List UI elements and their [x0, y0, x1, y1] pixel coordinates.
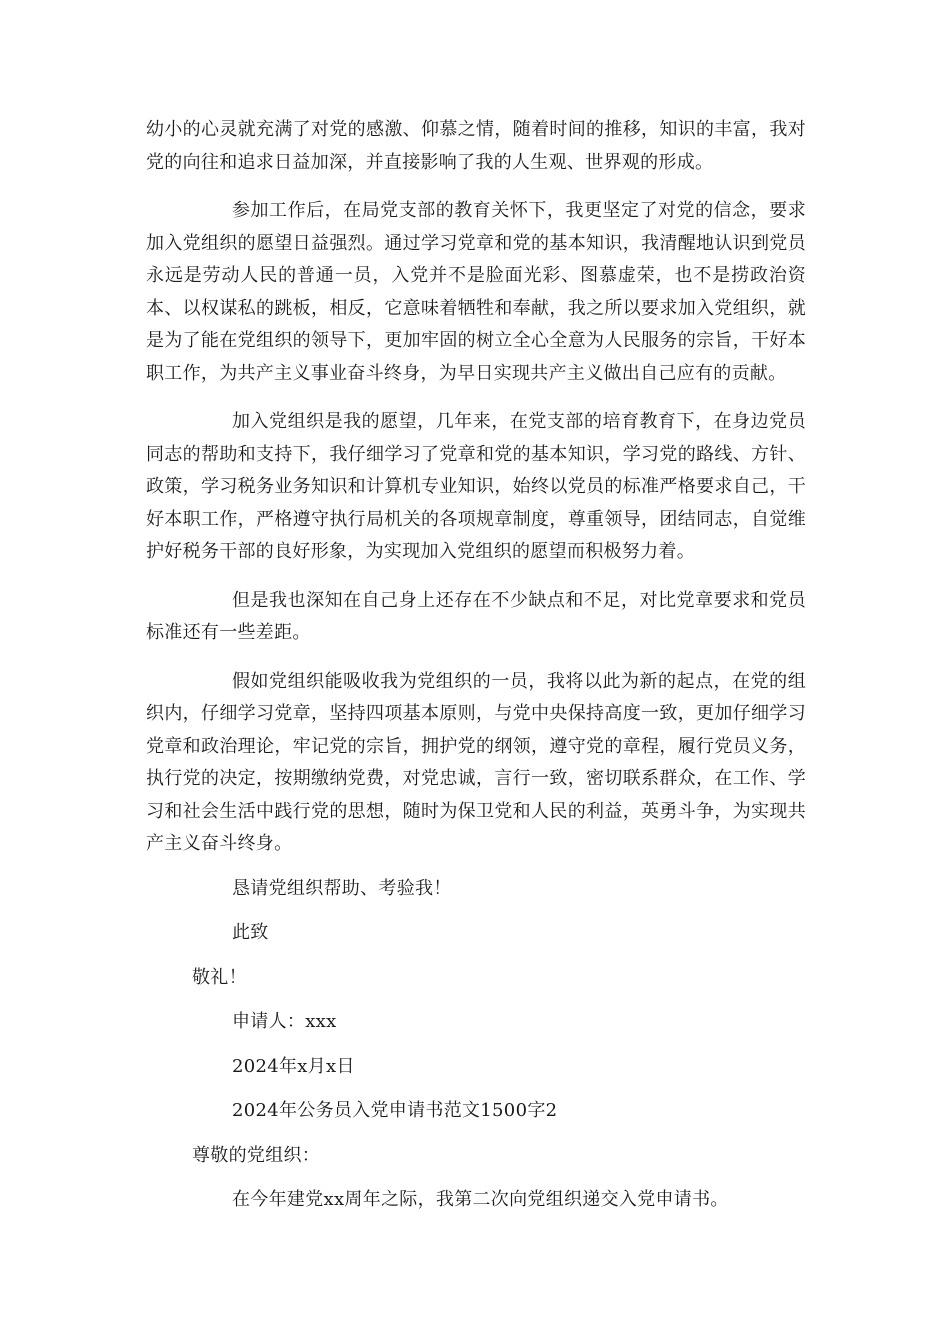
paragraph-4: 但是我也深知在自己身上还存在不少缺点和不足，对比党章要求和党员标准还有一些差距。 [146, 589, 806, 643]
paragraph-2: 参加工作后，在局党支部的教育关怀下，我更坚定了对党的信念，要求加入党组织的愿望日益强烈。通过学习党章和党的基本知识，我清醒地认识到党员永远是劳动人民的普通一员，入党并不是脸面光彩、图慕虚荣，也不是捞政治资本、以权谋私的跳板，相反，它意味着牺牲和奉献，我之所以要求加入党组织，就是为了能在党组织的领导下，更加牢固的树立全心全意为人民服务的宗旨，干好本职工作，为共产主义事业奋斗终身，为早日实现共产主义做出自己应有的贡献。 [146, 200, 806, 384]
document-body [146, 114, 806, 1217]
paragraph-5: 假如党组织能吸收我为党组织的一员，我将以此为新的起点，在党的组织内，仔细学习党章，坚持四项基本原则，与党中央保持高度一致，更加仔细学习党章和政治理论，牢记党的宗旨，拥护党的纲领，遵守党的章程，履行党员义务，执行党的决定，按期缴纳党费，对党忠诚，言行一致，密切联系群众，在工作、学习和社会生活中践行党的思想，随时为保卫党和人民的利益，英勇斗争，为实现共产主义奋斗终身。 [146, 670, 806, 854]
application-date: 2024年x月x日 [232, 1055, 355, 1077]
salute: 敬礼！ [192, 966, 247, 988]
next-first-line: 在今年建党xx周年之际，我第二次向党组织递交入党申请书。 [232, 1189, 729, 1210]
paragraph-3: 加入党组织是我的愿望，几年来，在党支部的培育教育下，在身边党员同志的帮助和支持下，我仔细学习了党章和党的基本知识，学习党的路线、方针、政策，学习税务业务知识和计算机专业知识，始终以党员的标准严格要求自己，干好本职工作，严格遵守执行局机关的各项规章制度，尊重领导，团结同志，自觉维护好税务干部的良好形象，为实现加入党组织的愿望而积极努力着。 [146, 411, 806, 562]
closing-request: 恳请党组织帮助、考验我！ [232, 877, 452, 899]
next-document-title: 2024年公务员入党申请书范文1500字2 [232, 1100, 558, 1121]
paragraph-1: 幼小的心灵就充满了对党的感激、仰慕之情，随着时间的推移，知识的丰富，我对党的向往和追求日益加深，并直接影响了我的人生观、世界观的形成。 [146, 119, 806, 173]
closing-phrase: 此致 [232, 922, 269, 943]
applicant-name: 申请人：xxx [232, 1011, 337, 1032]
next-greeting: 尊敬的党组织： [192, 1144, 321, 1166]
